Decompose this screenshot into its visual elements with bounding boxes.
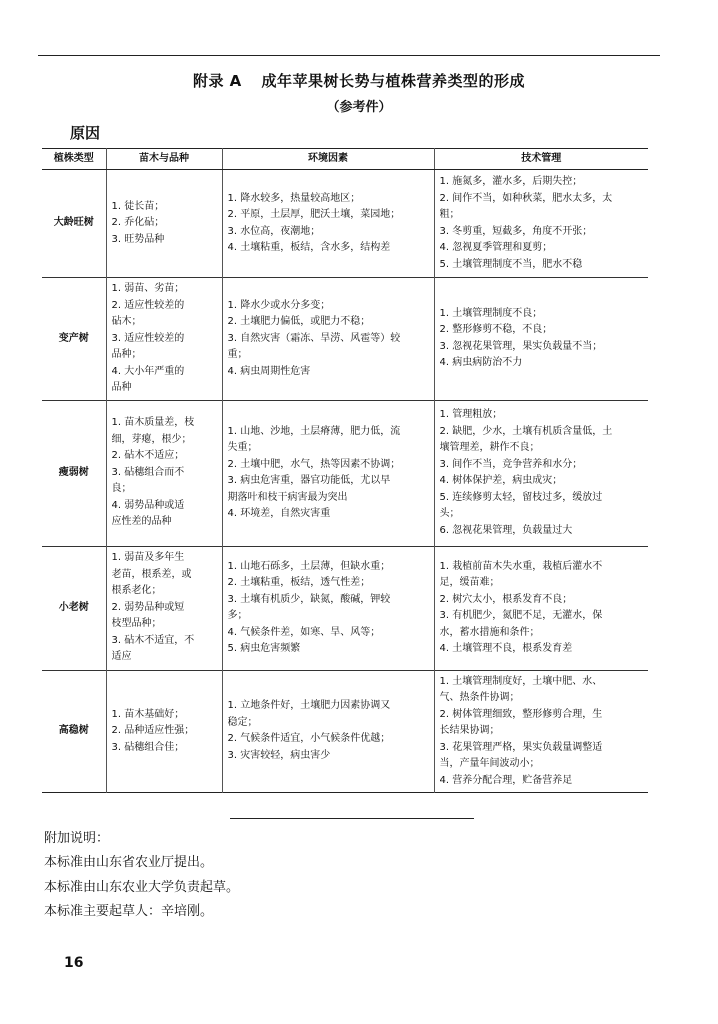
plant-type-cell: 大龄旺树 xyxy=(42,170,106,278)
seedling-item: 品种； xyxy=(111,349,142,360)
seedling-item: 2. 砧木不适应； xyxy=(111,450,185,462)
section-label: 原因 xyxy=(70,124,101,142)
seedling-item: 3. 砧穗组合佳； xyxy=(111,741,185,753)
seedling-item: 砧木； xyxy=(111,316,142,327)
seedling-item: 品种 xyxy=(111,382,132,393)
management-item: 4. 树体保护差，病虫成灾； xyxy=(439,475,563,486)
management-item: 头； xyxy=(439,508,460,519)
seedling-item: 适应 xyxy=(111,651,132,663)
environment-item: 5. 病虫危害频繁 xyxy=(227,643,301,654)
plant-type-cell: 高稳树 xyxy=(42,670,106,793)
management-item: 1. 管理粗放； xyxy=(439,409,503,420)
seedling-item: 1. 弱苗及多年生 xyxy=(111,552,185,564)
seedling-item: 2. 适应性较差的 xyxy=(111,299,185,311)
environment-cell xyxy=(222,670,434,793)
environment-item: 4. 气候条件差，如寒、旱、风等； xyxy=(227,626,381,638)
seedling-item: 应性差的品种 xyxy=(111,516,172,528)
environment-item: 3. 土壤有机质少，缺氮，酸碱，钾较 xyxy=(227,593,391,605)
environment-item: 2. 气候条件适宜，小气候条件优越； xyxy=(227,733,391,745)
page-title xyxy=(0,70,718,91)
seedling-item: 1. 苗木基础好； xyxy=(111,708,185,720)
environment-item: 失重； xyxy=(227,442,258,453)
seedling-item: 1. 苗木质量差，枝 xyxy=(111,417,195,429)
seedling-item: 2. 乔化砧； xyxy=(111,217,165,229)
management-item: 4. 病虫病防治不力 xyxy=(439,357,523,369)
seedling-item: 4. 弱势品种或适 xyxy=(111,499,185,511)
seedling-item: 枝型品种； xyxy=(111,618,162,630)
environment-item: 4. 病虫周期性危害 xyxy=(227,365,311,377)
management-item: 3. 忽视花果管理，果实负载量不当； xyxy=(439,340,603,352)
table-row xyxy=(42,278,648,401)
seedling-cell xyxy=(106,170,222,278)
management-item: 水，蓄水措施和条件； xyxy=(439,626,540,638)
seedling-item: 4. 大小年严重的 xyxy=(111,365,185,377)
appendix-subtitle: （参考件） xyxy=(326,100,392,115)
column-header-environment: 环境因素 xyxy=(222,149,434,170)
seedling-item: 1. 弱苗、劣苗； xyxy=(111,283,185,294)
management-cell xyxy=(434,278,648,401)
top-rule xyxy=(38,55,660,56)
seedling-item: 1. 徒长苗； xyxy=(111,200,165,212)
management-item: 2. 树穴太小，根系发育不良； xyxy=(439,593,573,605)
seedling-cell xyxy=(106,546,222,670)
nutrition-type-table xyxy=(42,148,648,793)
management-item: 粗； xyxy=(439,209,460,220)
note-line: 本标准由山东农业大学负责起草。 xyxy=(44,880,240,895)
environment-item: 4. 土壤粘重，板结，含水多，结构差 xyxy=(227,242,391,253)
management-item: 6. 忽视花果管理，负载量过大 xyxy=(439,524,573,536)
environment-item: 1. 山地、沙地，土层瘠薄，肥力低，流 xyxy=(227,425,401,437)
environment-item: 4. 环境差，自然灾害重 xyxy=(227,508,331,519)
environment-item: 1. 山地石砾多，土层薄，但缺水重； xyxy=(227,560,391,572)
management-item: 1. 土壤管理制度不良； xyxy=(439,307,543,319)
management-cell xyxy=(434,400,648,546)
seedling-cell xyxy=(106,278,222,401)
seedling-item: 老苗，根系差，或 xyxy=(111,568,192,580)
environment-item: 3. 水位高，夜潮地； xyxy=(227,225,321,237)
seedling-item: 3. 旺势品种 xyxy=(111,233,165,245)
management-item: 5. 连续修剪太轻，留枝过多，缓放过 xyxy=(439,491,603,503)
management-item: 2. 树体管理细致，整形修剪合理，生 xyxy=(439,708,603,720)
seedling-item: 2. 品种适应性强； xyxy=(111,725,195,736)
management-item: 2. 缺肥，少水，土壤有机质含量低，土 xyxy=(439,425,613,437)
seedling-item: 3. 砧穗组合而不 xyxy=(111,466,185,478)
environment-item: 3. 病虫危害重，器官功能低，尤以早 xyxy=(227,475,391,486)
seedling-item: 2. 弱势品种或短 xyxy=(111,601,185,613)
seedling-item: 根系老化； xyxy=(111,585,162,597)
environment-cell xyxy=(222,278,434,401)
management-item: 4. 忽视夏季管理和夏剪； xyxy=(439,242,553,253)
table-row xyxy=(42,170,648,278)
table-row xyxy=(42,400,648,546)
seedling-item: 良； xyxy=(111,483,132,495)
column-header-seedling: 苗木与品种 xyxy=(106,149,222,170)
seedling-item: 细，芽瘪，根少； xyxy=(111,433,192,445)
environment-item: 重； xyxy=(227,349,248,360)
seedling-item: 3. 砧木不适宜，不 xyxy=(111,634,195,646)
environment-item: 1. 降水较多，热量较高地区； xyxy=(227,192,361,204)
appendix-label: 附录 A xyxy=(192,72,242,90)
table-body xyxy=(42,170,648,793)
management-item: 3. 花果管理严格，果实负载量调整适 xyxy=(439,741,603,753)
management-item: 1. 栽植前苗木失水重，栽植后灌水不 xyxy=(439,560,603,572)
plant-type-cell: 变产树 xyxy=(42,278,106,401)
management-item: 4. 营养分配合理，贮备营养足 xyxy=(439,774,573,786)
plant-type-cell: 小老树 xyxy=(42,546,106,670)
column-header-management: 技术管理 xyxy=(434,149,648,170)
management-item: 1. 土壤管理制度好，土壤中肥、水、 xyxy=(439,675,603,687)
environment-item: 2. 土壤肥力偏低，或肥力不稳； xyxy=(227,316,371,327)
environment-item: 稳定； xyxy=(227,716,258,728)
seedling-cell xyxy=(106,400,222,546)
management-cell xyxy=(434,546,648,670)
environment-item: 3. 自然灾害（霜冻、旱涝、风雹等）较 xyxy=(227,332,401,344)
plant-type-cell: 瘦弱树 xyxy=(42,400,106,546)
management-item: 3. 有机肥少，氮肥不足，无灌水，保 xyxy=(439,610,603,621)
seedling-cell xyxy=(106,670,222,793)
table-row xyxy=(42,546,648,670)
management-cell xyxy=(434,170,648,278)
management-item: 气、热条件协调； xyxy=(439,692,520,703)
management-item: 当，产量年间波动小； xyxy=(439,758,540,769)
management-item: 3. 间作不当，竞争营养和水分； xyxy=(439,458,583,470)
management-item: 足，缓苗难； xyxy=(439,577,500,588)
management-item: 2. 整形修剪不稳，不良； xyxy=(439,324,553,336)
note-line: 本标准由山东省农业厅提出。 xyxy=(44,855,214,870)
separator-rule xyxy=(230,818,474,819)
environment-item: 1. 立地条件好，土壤肥力因素协调又 xyxy=(227,700,391,712)
management-item: 长结果协调； xyxy=(439,725,500,736)
environment-item: 1. 降水少或水分多变； xyxy=(227,299,331,311)
management-item: 5. 土壤管理制度不当，肥水不稳 xyxy=(439,258,583,270)
environment-item: 2. 土壤粘重，板结，透气性差； xyxy=(227,577,371,588)
note-line: 本标准主要起草人：辛培刚。 xyxy=(44,904,214,919)
management-item: 3. 冬剪重，短截多，角度不开张； xyxy=(439,225,593,237)
environment-cell xyxy=(222,400,434,546)
seedling-item: 3. 适应性较差的 xyxy=(111,332,185,344)
environment-item: 2. 土壤中肥，水气，热等因素不协调； xyxy=(227,458,401,470)
environment-cell xyxy=(222,546,434,670)
management-item: 4. 土壤管理不良，根系发育差 xyxy=(439,643,573,654)
table-row xyxy=(42,670,648,793)
management-cell xyxy=(434,670,648,793)
environment-item: 3. 灾害较轻，病虫害少 xyxy=(227,749,331,761)
environment-item: 2. 平原，土层厚，肥沃土壤，菜园地； xyxy=(227,209,401,220)
table-header-row xyxy=(42,149,648,170)
column-header-type: 植株类型 xyxy=(42,149,106,170)
page-number: 16 xyxy=(64,955,84,971)
management-item: 2. 间作不当，如种秋菜，肥水太多，太 xyxy=(439,192,613,204)
environment-item: 多； xyxy=(227,610,248,621)
management-item: 壤管理差，耕作不良； xyxy=(439,442,540,453)
appendix-title: 成年苹果树长势与植株营养类型的形成 xyxy=(261,72,526,90)
environment-item: 期落叶和枝干病害最为突出 xyxy=(227,491,348,503)
notes-heading: 附加说明： xyxy=(44,831,110,846)
management-item: 1. 施氮多，灌水多，后期失控； xyxy=(439,176,583,187)
environment-cell xyxy=(222,170,434,278)
